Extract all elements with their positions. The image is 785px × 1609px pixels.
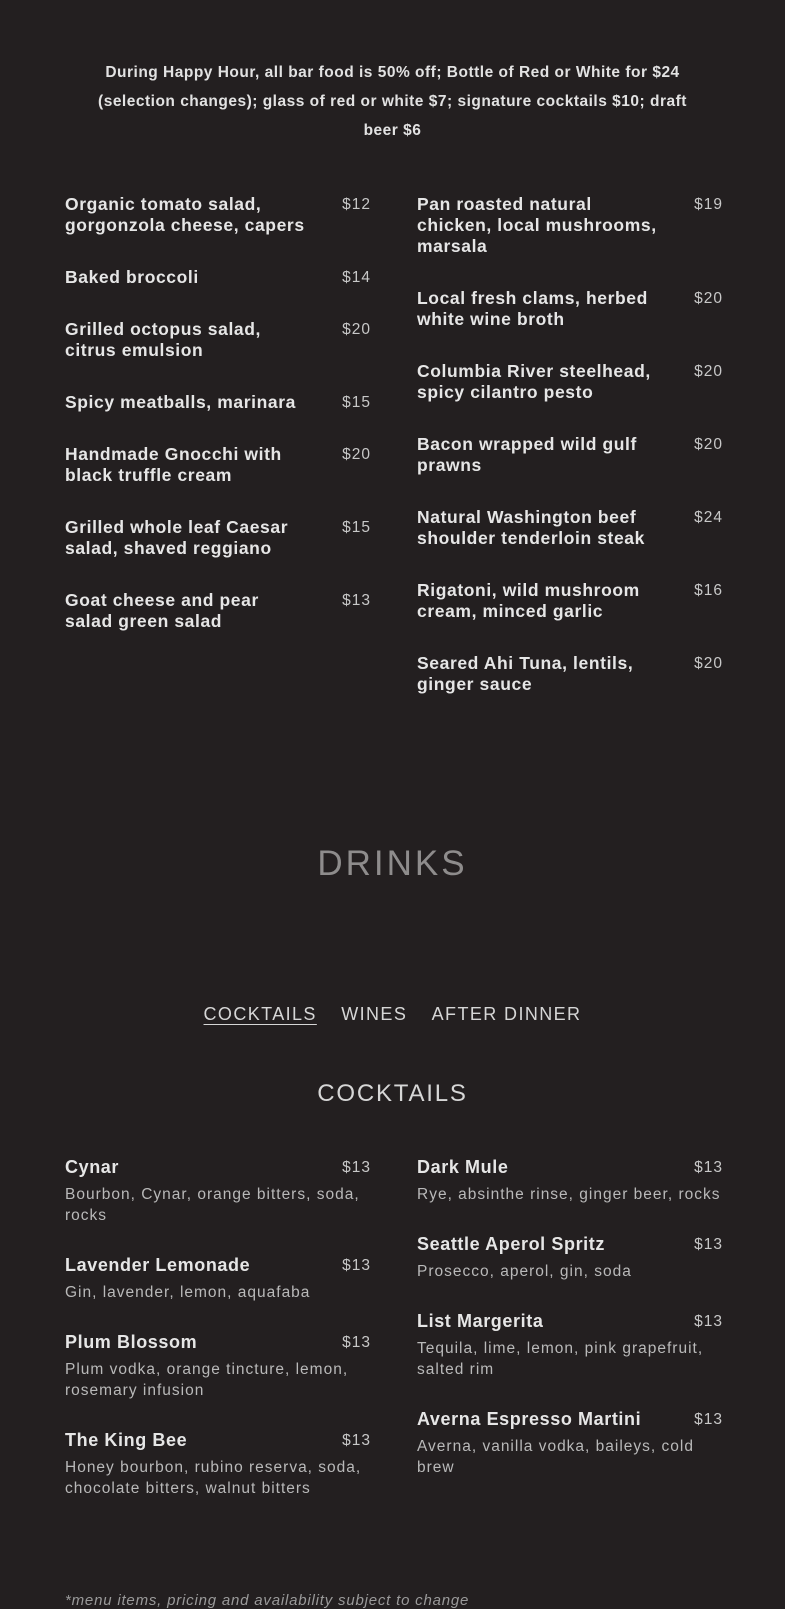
menu-disclaimer: *menu items, pricing and availability subject to change	[65, 1592, 470, 1609]
menu-item	[65, 319, 371, 361]
cocktail-description: Gin, lavender, lemon, aquafaba	[65, 1284, 311, 1301]
cocktail-item	[65, 1255, 371, 1303]
menu-item-price: $12	[342, 196, 371, 213]
cocktails-heading: COCKTAILS	[317, 1080, 468, 1107]
menu-item-price: $15	[342, 394, 371, 411]
menu-item-name: Grilled whole leaf Caesar salad, shaved reggiano	[65, 517, 289, 558]
cocktail-price: $13	[694, 1159, 723, 1176]
cocktail-item	[65, 1157, 371, 1226]
menu-item-price: $20	[342, 321, 371, 338]
menu-item	[65, 267, 371, 288]
menu-item-name: Bacon wrapped wild gulf prawns	[417, 434, 637, 475]
menu-item	[65, 517, 371, 559]
menu-item-price: $20	[342, 446, 371, 463]
menu-item-price: $19	[694, 196, 723, 213]
drinks-tab-bar	[0, 1004, 785, 1025]
menu-item-name: Columbia River steelhead, spicy cilantro pesto	[417, 361, 651, 402]
menu-item	[417, 580, 723, 622]
cocktail-item	[65, 1430, 371, 1499]
menu-item-name: Handmade Gnocchi with black truffle cream	[65, 444, 282, 485]
menu-item	[417, 361, 723, 403]
cocktail-name: Seattle Aperol Spritz	[417, 1234, 605, 1254]
tab-wines[interactable]: WINES	[341, 1004, 408, 1024]
menu-item	[417, 194, 723, 257]
menu-item-name: Baked broccoli	[65, 267, 199, 287]
menu-item	[417, 434, 723, 476]
menu-item-price: $20	[694, 436, 723, 453]
menu-item-price: $20	[694, 655, 723, 672]
cocktail-name: Cynar	[65, 1157, 120, 1177]
menu-item-name: Goat cheese and pear salad green salad	[65, 590, 259, 631]
menu-item-price: $14	[342, 269, 371, 286]
menu-item-price: $15	[342, 519, 371, 536]
cocktail-description: Tequila, lime, lemon, pink grapefruit, salted rim	[417, 1340, 704, 1378]
cocktail-item	[417, 1311, 723, 1380]
cocktail-name: Lavender Lemonade	[65, 1255, 251, 1275]
cocktail-item	[65, 1332, 371, 1401]
tab-cocktails[interactable]: COCKTAILS	[203, 1004, 317, 1024]
cocktail-item	[417, 1157, 723, 1205]
menu-item	[65, 194, 371, 236]
drinks-heading: DRINKS	[317, 844, 468, 883]
cocktail-price: $13	[342, 1159, 371, 1176]
cocktail-name: Plum Blossom	[65, 1332, 198, 1352]
cocktail-price: $13	[694, 1236, 723, 1253]
cocktail-description: Prosecco, aperol, gin, soda	[417, 1263, 632, 1280]
menu-item	[417, 653, 723, 695]
cocktail-price: $13	[694, 1411, 723, 1428]
food-menu-right-column	[417, 194, 723, 726]
cocktail-name: Dark Mule	[417, 1157, 509, 1177]
menu-item-name: Spicy meatballs, marinara	[65, 392, 296, 412]
cocktails-right-column	[417, 1157, 723, 1507]
cocktail-item	[417, 1234, 723, 1282]
menu-item	[65, 590, 371, 632]
cocktail-name: Averna Espresso Martini	[417, 1409, 642, 1429]
menu-item	[65, 444, 371, 486]
tab-after-dinner[interactable]: AFTER DINNER	[431, 1004, 582, 1024]
cocktail-description: Bourbon, Cynar, orange bitters, soda, rocks	[65, 1186, 360, 1224]
menu-item-name: Seared Ahi Tuna, lentils, ginger sauce	[417, 653, 634, 694]
cocktail-description: Plum vodka, orange tincture, lemon, rosemary infusion	[65, 1361, 349, 1399]
cocktail-description: Averna, vanilla vodka, baileys, cold brew	[417, 1438, 694, 1476]
menu-item	[65, 392, 371, 413]
menu-item-price: $13	[342, 592, 371, 609]
cocktail-description: Honey bourbon, rubino reserva, soda, chocolate bitters, walnut bitters	[65, 1459, 362, 1497]
cocktail-price: $13	[342, 1334, 371, 1351]
cocktail-price: $13	[342, 1257, 371, 1274]
menu-item-price: $16	[694, 582, 723, 599]
menu-item-name: Grilled octopus salad, citrus emulsion	[65, 319, 262, 360]
menu-item-name: Rigatoni, wild mushroom cream, minced garlic	[417, 580, 640, 621]
cocktail-item	[417, 1409, 723, 1478]
cocktail-price: $13	[694, 1313, 723, 1330]
menu-item-name: Pan roasted natural chicken, local mushrooms, marsala	[417, 194, 657, 256]
menu-item-name: Local fresh clams, herbed white wine broth	[417, 288, 648, 329]
cocktail-price: $13	[342, 1432, 371, 1449]
menu-item-name: Natural Washington beef shoulder tenderloin steak	[417, 507, 645, 548]
menu-item-price: $20	[694, 363, 723, 380]
food-menu-left-column	[65, 194, 371, 663]
menu-item	[417, 288, 723, 330]
cocktail-name: The King Bee	[65, 1430, 188, 1450]
menu-item-price: $24	[694, 509, 723, 526]
happy-hour-notice: During Happy Hour, all bar food is 50% off; Bottle of Red or White for $24 (selection changes); glass of red or white $7; signature cocktails $10; draft beer $6	[98, 64, 687, 139]
cocktail-name: List Margerita	[417, 1311, 544, 1331]
cocktails-left-column	[65, 1157, 371, 1528]
cocktail-description: Rye, absinthe rinse, ginger beer, rocks	[417, 1186, 721, 1203]
menu-item-name: Organic tomato salad, gorgonzola cheese, capers	[65, 194, 305, 235]
menu-item-price: $20	[694, 290, 723, 307]
menu-item	[417, 507, 723, 549]
